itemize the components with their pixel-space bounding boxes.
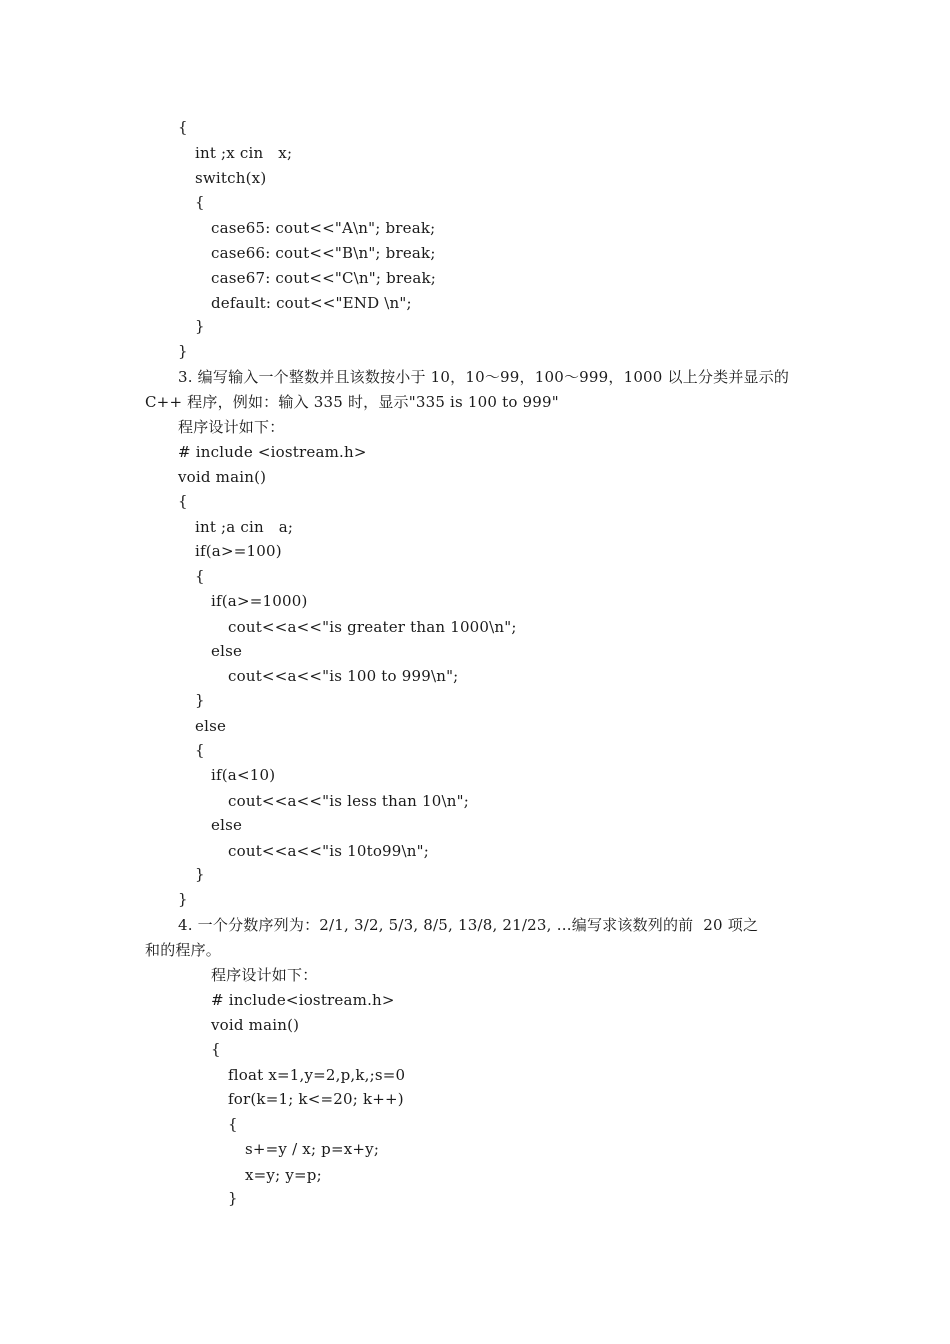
code-line: x=y; y=p; — [245, 1166, 322, 1184]
code-line: } — [178, 342, 188, 360]
section-label: 程序设计如下： — [178, 418, 285, 436]
code-line: default: cout<<"END \n"; — [211, 294, 412, 312]
section-label: 程序设计如下： — [211, 966, 318, 984]
code-line: void main() — [211, 1016, 300, 1034]
code-line: { — [178, 118, 188, 136]
code-line: # include<iostream.h> — [211, 991, 395, 1009]
code-line: # include <iostream.h> — [178, 443, 367, 461]
code-line: cout<<a<<"is 10to99\n"; — [228, 842, 429, 860]
code-line: } — [195, 317, 205, 335]
code-line: { — [211, 1040, 221, 1058]
code-line: } — [195, 691, 205, 709]
code-line: { — [195, 741, 205, 759]
code-line: } — [178, 890, 188, 908]
code-line: cout<<a<<"is 100 to 999\n"; — [228, 667, 459, 685]
code-line: case67: cout<<"C\n"; break; — [211, 269, 437, 287]
code-line: int ;x cin x; — [195, 144, 293, 162]
code-line: if(a>=100) — [195, 542, 282, 560]
code-line: case65: cout<<"A\n"; break; — [211, 219, 436, 237]
code-line: cout<<a<<"is greater than 1000\n"; — [228, 618, 517, 636]
problem-3-text: C++ 程序，例如：输入 335 时，显示"335 is 100 to 999" — [145, 393, 559, 411]
code-line: { — [195, 193, 205, 211]
code-line: else — [195, 717, 227, 735]
code-line: float x=1,y=2,p,k,;s=0 — [228, 1066, 406, 1084]
code-line: int ;a cin a; — [195, 518, 294, 536]
code-line: for(k=1; k<=20; k++) — [228, 1090, 404, 1108]
code-line: } — [228, 1189, 238, 1207]
code-line: switch(x) — [195, 169, 267, 187]
code-line: { — [228, 1115, 238, 1133]
problem-3-text: 3. 编写输入一个整数并且该数按小于 10，10～99，100～999，1000 以上分类并显示的 — [178, 368, 790, 386]
code-line: if(a<10) — [211, 766, 276, 784]
code-line: s+=y / x; p=x+y; — [245, 1140, 380, 1158]
problem-4-text: 4. 一个分数序列为：2/1, 3/2, 5/3, 8/5, 13/8, 21/23, …编写求该数列的前 20 项之 — [178, 916, 759, 934]
code-line: cout<<a<<"is less than 10\n"; — [228, 792, 469, 810]
problem-4-text: 和的程序。 — [145, 941, 222, 959]
code-line: if(a>=1000) — [211, 592, 308, 610]
code-line: { — [195, 567, 205, 585]
code-line: else — [211, 816, 243, 834]
code-line: void main() — [178, 468, 267, 486]
code-line: else — [211, 642, 243, 660]
code-line: { — [178, 492, 188, 510]
code-line: case66: cout<<"B\n"; break; — [211, 244, 436, 262]
code-line: } — [195, 865, 205, 883]
